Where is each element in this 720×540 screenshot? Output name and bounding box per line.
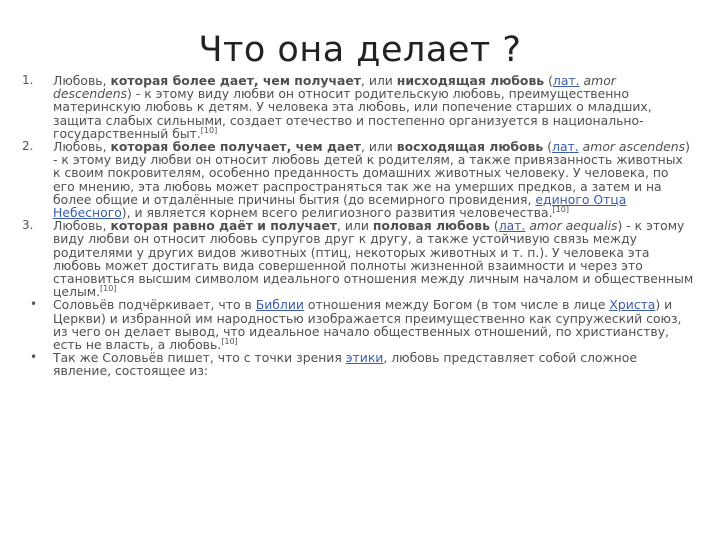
text-run: нисходящая любовь [396,73,545,88]
text-run: Любовь, [53,73,111,88]
text-run: Любовь, [53,218,111,234]
citation-link[interactable]: [10] [221,337,238,347]
text-run: ( [489,218,499,234]
text-run: ) - к этому виду любви он относит родительскую любовь, преимущественно материнскую любовь к детям. У человека эта любовь, или попечение старших о младших, защита слабых сильными, создает отечество и постепенно организуется в национально-государственный быт. [53,86,652,141]
list-item-text [53,74,694,140]
text-run: amor ascendens [582,139,686,155]
text-run: ) - к этому виду любви он относит любовь супругов друг к другу, а также устойчивую связь между родителями у других видов животных (птиц, некоторых животных и т. п.). У человека эта любовь может достигать вида совершенной полноты жизненной взаимности и через это становиться высшим символом идеального отношения между личным началом и общественным целым. [53,218,694,300]
text-run: , любовь представляет собой сложное явление, состоящее из: [53,350,637,379]
list-item-text [53,140,694,219]
text-run: Любовь, [53,139,111,155]
inline-link[interactable]: лат. [498,218,526,234]
inline-link[interactable]: Христа [609,297,656,313]
text-run: ) и Церкви) и избранной им народностью изображается преимущественно как супружеский союз, из чего он делает вывод, что идеальное начало общественных отношений, по христианству, есть не власть, а любовь. [53,297,682,353]
citation-link[interactable]: [10] [200,125,218,135]
list-item-text [53,351,694,377]
list-item [22,298,694,351]
text-run: Соловьёв подчёркивает, что в [53,297,256,313]
bullet-marker: • [30,350,38,365]
text-run: половая любовь [372,218,490,234]
inline-link[interactable]: единого Отца Небесного [53,191,627,221]
inline-link[interactable]: Библии [255,297,304,313]
text-run: ( [544,73,553,88]
list-item [22,351,694,377]
list-item [22,140,694,219]
text-run: , или [360,139,397,155]
list-number: 3. [22,218,34,233]
text-run: ), и является корнем всего религиозного развития человечества. [121,205,553,221]
text-run: которая равно даёт и получает [110,218,337,234]
text-run: отношения между Богом (в том числе в лице [303,297,610,313]
inline-link[interactable]: этики [345,350,384,366]
list-item [22,219,694,298]
list-number: 2. [22,139,34,154]
list-item-text [53,219,694,298]
text-run: , или [336,218,373,234]
text-run: которая более дает, чем получает [110,73,361,88]
text-run: ( [543,139,553,155]
text-run: восходящая любовь [396,139,544,155]
text-run: amor aequalis [529,218,618,234]
text-run: Так же Соловьёв пишет, что с точки зрения [53,350,346,366]
list-number: 1. [22,73,34,87]
text-run: amor descendens [53,73,616,102]
content-list [22,74,694,378]
citation-link[interactable]: [10] [552,205,569,215]
text-run: , или [360,73,397,88]
text-run: ) - к этому виду любви он относит любовь детей к родителям, а также привязанность животных к своим покровителям, особенно преданность домашних животных человеку. У человека, по его мнению, эта любовь может распространяться так же на умерших предков, а затем и на более общие и отдалённые причины бытия (до всемирного провидения, [53,139,690,207]
bullet-marker: • [30,297,38,312]
list-item-text [53,298,694,351]
inline-link[interactable]: лат. [552,73,580,88]
text-run: которая более получает, чем дает [110,139,361,155]
slide-title: Что она делает ? [198,30,522,70]
list-item [22,74,694,140]
inline-link[interactable]: лат. [552,139,579,155]
citation-link[interactable]: [10] [100,284,117,294]
